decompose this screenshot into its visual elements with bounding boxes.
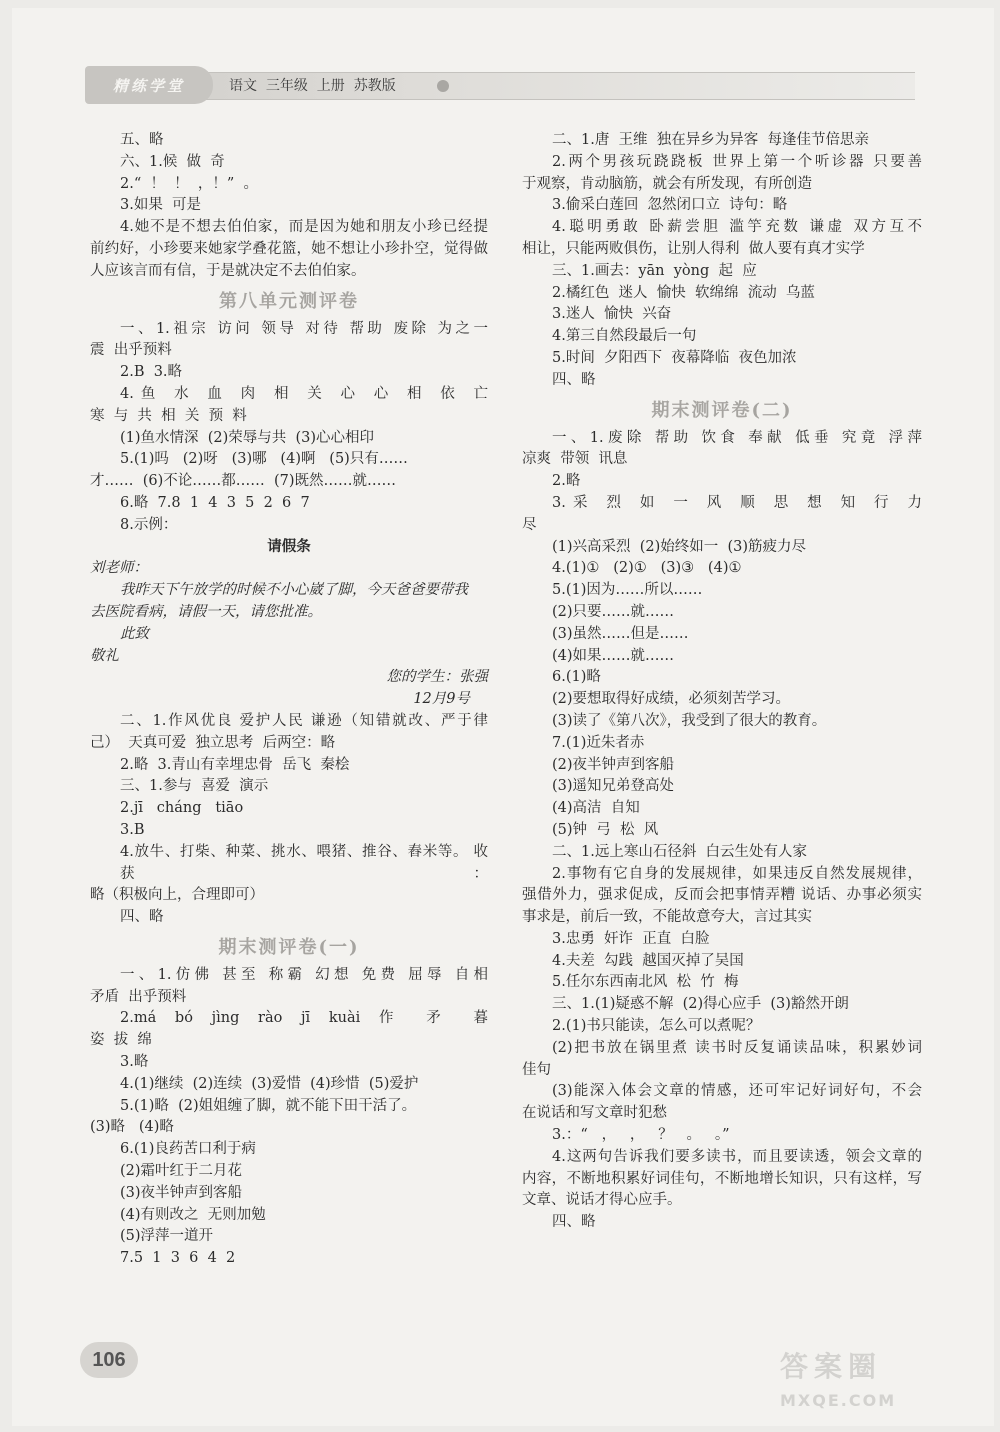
leave-note-line: 敬礼 <box>90 647 119 664</box>
answer-line: 2.jī cháng tiāo <box>120 800 244 817</box>
answer-line: 5.(1)吗 (2)呀 (3)哪 (4)啊 (5)只有…… <box>120 451 408 468</box>
answer-line: 人应该言而有信，于是就决定不去伯伯家。 <box>90 262 366 279</box>
answer-line: 3.如果 可是 <box>120 197 202 214</box>
answer-line: 8.示例： <box>120 516 178 533</box>
answer-line: 3.：“ ， ， ？ 。 。” <box>552 1127 730 1144</box>
answer-line: 一、1.废除 帮助 饮食 奉献 低垂 究竟 浮萍 <box>552 429 922 446</box>
answer-line: (3)能深入体会文章的情感，还可牢记好词好句，不会 <box>552 1083 922 1100</box>
answer-line: 二、1.唐 王维 独在异乡为异客 每逢佳节倍思亲 <box>552 132 869 148</box>
leave-note-line: 去医院看病，请假一天，请您批准。 <box>90 603 322 620</box>
answer-line: 四、略 <box>552 371 596 388</box>
answer-line: 3.B <box>120 821 145 838</box>
answer-line: 6.(1)良药苦口利于病 <box>120 1141 256 1158</box>
answer-line: 内容，不断地积累好词佳句，不断地增长知识，只有这样，写 <box>522 1170 922 1187</box>
answer-line: 四、略 <box>552 1214 596 1231</box>
answer-line: (3)读了《第八次》，我受到了很大的教育。 <box>552 712 827 729</box>
leave-note-line: 此致 <box>120 625 149 642</box>
answer-line: 4.(1)继续 (2)连续 (3)爱惜 (4)珍惜 (5)爱护 <box>120 1075 419 1092</box>
answer-line: 一、1.仿佛 甚至 称霸 幻想 免费 屈辱 自相 <box>120 966 488 983</box>
subject-line: 语文 三年级 上册 苏教版 <box>229 78 396 94</box>
answer-line: (3)遥知兄弟登高处 <box>552 778 675 795</box>
answer-line: 三、1.参与 喜爱 演示 <box>120 778 269 795</box>
answer-line: 略（积极向上，合理即可） <box>90 887 264 904</box>
leave-note-date: 12月9号 <box>413 691 470 708</box>
answer-line: 一、1.祖宗 访问 领导 对待 帮助 废除 为之一 <box>120 320 488 337</box>
answer-line: 6.略 7.8 1 4 3 5 2 6 7 <box>120 494 310 511</box>
answer-line: (4)高洁 自知 <box>552 800 640 817</box>
answer-line: 四、略 <box>120 909 164 926</box>
answer-line: 三、1.(1)疑惑不解 (2)得心应手 (3)豁然开朗 <box>552 996 849 1013</box>
answer-line: 三、1.画去：yān yòng 起 应 <box>552 262 757 279</box>
answer-line: 3.忠勇 奸诈 正直 白脸 <box>552 930 710 947</box>
answer-line: 4.鱼 水 血 肉 相 关 心 心 相 依 亡 <box>120 385 488 402</box>
answer-line: 凉爽 带领 讯息 <box>522 451 628 468</box>
answer-line: 前约好，小珍要来她家学叠花篮，她不想让小珍扑空，觉得做 <box>90 240 488 257</box>
answer-line: 二、1.作风优良 爱护人民 谦逊（知错就改、严于律 <box>120 712 488 729</box>
left-column <box>90 130 488 1270</box>
answer-line: (3)虽然……但是…… <box>552 625 689 642</box>
answer-line: 2.B 3.略 <box>120 364 183 381</box>
answer-line: (3)略 (4)略 <box>90 1119 174 1136</box>
page-number: 106 <box>80 1342 138 1378</box>
answer-line: (3)夜半钟声到客船 <box>120 1184 243 1201</box>
answer-line: 2.“ ！ ！ ，！” 。 <box>120 175 259 192</box>
answer-line: 尽 <box>522 516 537 533</box>
watermark <box>780 1345 980 1415</box>
answer-line: 5.(1)因为……所以…… <box>552 582 703 599</box>
answer-line: 2.两个男孩玩跷跷板 世界上第一个听诊器 只要善 <box>552 153 922 170</box>
answer-line: (5)钟 弓 松 风 <box>552 821 659 838</box>
answer-line: 五、略 <box>120 132 164 148</box>
answer-line: 2.略 <box>552 473 581 490</box>
answer-line: 4.夫差 勾践 越国灭掉了吴国 <box>552 952 744 969</box>
answer-line: 相让，只能两败俱伤，让别人得利 做人要有真才实学 <box>522 240 865 257</box>
answer-line: (2)把书放在锅里煮 读书时反复诵读品味，积累妙词 <box>552 1039 922 1056</box>
answer-line: (2)霜叶红于二月花 <box>120 1163 243 1180</box>
answer-line: 己） 天真可爱 独立思考 后两空：略 <box>90 734 336 751</box>
answer-line: (2)要想取得好成绩，必须刻苦学习。 <box>552 691 791 708</box>
answer-line: 矛盾 出乎预料 <box>90 988 187 1005</box>
answer-line: (1)兴高采烈 (2)始终如一 (3)筋疲力尽 <box>552 538 807 555</box>
answer-line: 4.放牛、打柴、种菜、挑水、喂猪、推谷、舂米等。 收获： <box>120 843 488 882</box>
answer-line: 5.时间 夕阳西下 夜幕降临 夜色加浓 <box>552 349 797 366</box>
section-title: 期末测评卷(一) <box>218 936 360 958</box>
answer-line: 2.事物有它自身的发展规律，如果违反自然发展规律， <box>552 865 922 882</box>
answer-line: 强借外力，强求促成，反而会把事情弄糟 说话、办事必须实 <box>522 887 922 904</box>
leave-note-signature: 您的学生：张强 <box>386 669 488 686</box>
page-header <box>85 66 945 108</box>
section-title: 期末测评卷(二) <box>651 399 793 421</box>
leave-note-line: 刘老师： <box>90 560 148 577</box>
answer-line: 寒 与 共 相 关 预 料 <box>90 407 247 424</box>
watermark-url: MXQE.COM <box>780 1391 897 1410</box>
answer-line: 二、1.远上寒山石径斜 白云生处有人家 <box>552 843 808 860</box>
answer-line: 5.(1)略 (2)姐姐缠了脚，就不能下田干活了。 <box>120 1097 417 1114</box>
answer-line: 在说话和写文章时犯愁 <box>522 1105 667 1122</box>
answer-line: 文章、说话才得心应手。 <box>522 1192 682 1209</box>
answer-line: 7.(1)近朱者赤 <box>552 734 645 751</box>
answer-line: (4)如果……就…… <box>552 647 675 664</box>
right-column <box>522 130 922 1234</box>
leave-note-line: 我昨天下午放学的时候不小心崴了脚，今天爸爸要带我 <box>120 582 468 599</box>
answer-line: (1)鱼水情深 (2)荣辱与共 (3)心心相印 <box>120 429 375 446</box>
answer-line: 6.(1)略 <box>552 669 601 686</box>
answer-line: 4.第三自然段最后一句 <box>552 328 697 345</box>
answer-line: 于观察，肯动脑筋，就会有所发现，有所创造 <box>522 175 812 192</box>
answer-line: 震 出乎预料 <box>90 342 172 359</box>
answer-line: 4.她不是不想去伯伯家，而是因为她和朋友小珍已经提 <box>120 219 488 236</box>
answer-line: 7.5 1 3 6 4 2 <box>120 1250 236 1267</box>
section-title: 第八单元测评卷 <box>219 290 359 312</box>
answer-line: 3.采 烈 如 一 风 顺 思 想 知 行 力 <box>552 494 922 511</box>
answer-line: 4.(1)① (2)① (3)③ (4)① <box>552 560 742 577</box>
answer-line: 2.略 3.青山有幸埋忠骨 岳飞 秦桧 <box>120 756 350 773</box>
answer-line: 2.(1)书只能读，怎么可以煮呢？ <box>552 1018 761 1035</box>
answer-line: 2.má bó jìng rào jī kuài 作 矛 暮 <box>120 1010 488 1027</box>
header-dot-icon <box>437 80 449 92</box>
watermark-line: 答案圈 <box>780 1350 883 1383</box>
answer-line: (4)有则改之 无则加勉 <box>120 1206 266 1223</box>
answer-line: (5)浮萍一道开 <box>120 1228 214 1245</box>
answer-line: 六、1.候 做 奇 <box>120 153 225 170</box>
answer-line: 才…… (6)不论……都…… (7)既然……就…… <box>90 473 397 490</box>
answer-line: 事求是，前后一致，不能故意夸大，言过其实 <box>522 909 812 926</box>
answer-line: 4.这两句告诉我们要多读书，而且要读透，领会文章的 <box>552 1148 922 1165</box>
answer-line: 4.聪明勇敢 卧薪尝胆 滥竽充数 谦虚 双方互不 <box>552 219 922 236</box>
header-logo: 精练学堂 <box>85 66 213 104</box>
answer-line: 2.橘红色 迷人 愉快 软绵绵 流动 乌蓝 <box>552 284 815 301</box>
answer-line: (2)夜半钟声到客船 <box>552 756 675 773</box>
answer-line: 5.任尔东西南北风 松 竹 梅 <box>552 974 739 991</box>
leave-note-title: 请假条 <box>267 538 311 555</box>
answer-line: 3.迷人 愉快 兴奋 <box>552 306 672 323</box>
answer-line: 3.偷采白莲回 忽然闭口立 诗句：略 <box>552 197 788 214</box>
answer-line: 佳句 <box>522 1061 551 1078</box>
answer-line: 3.略 <box>120 1054 149 1071</box>
answer-line: 姿 拔 绵 <box>90 1032 152 1049</box>
answer-line: (2)只要……就…… <box>552 603 675 620</box>
